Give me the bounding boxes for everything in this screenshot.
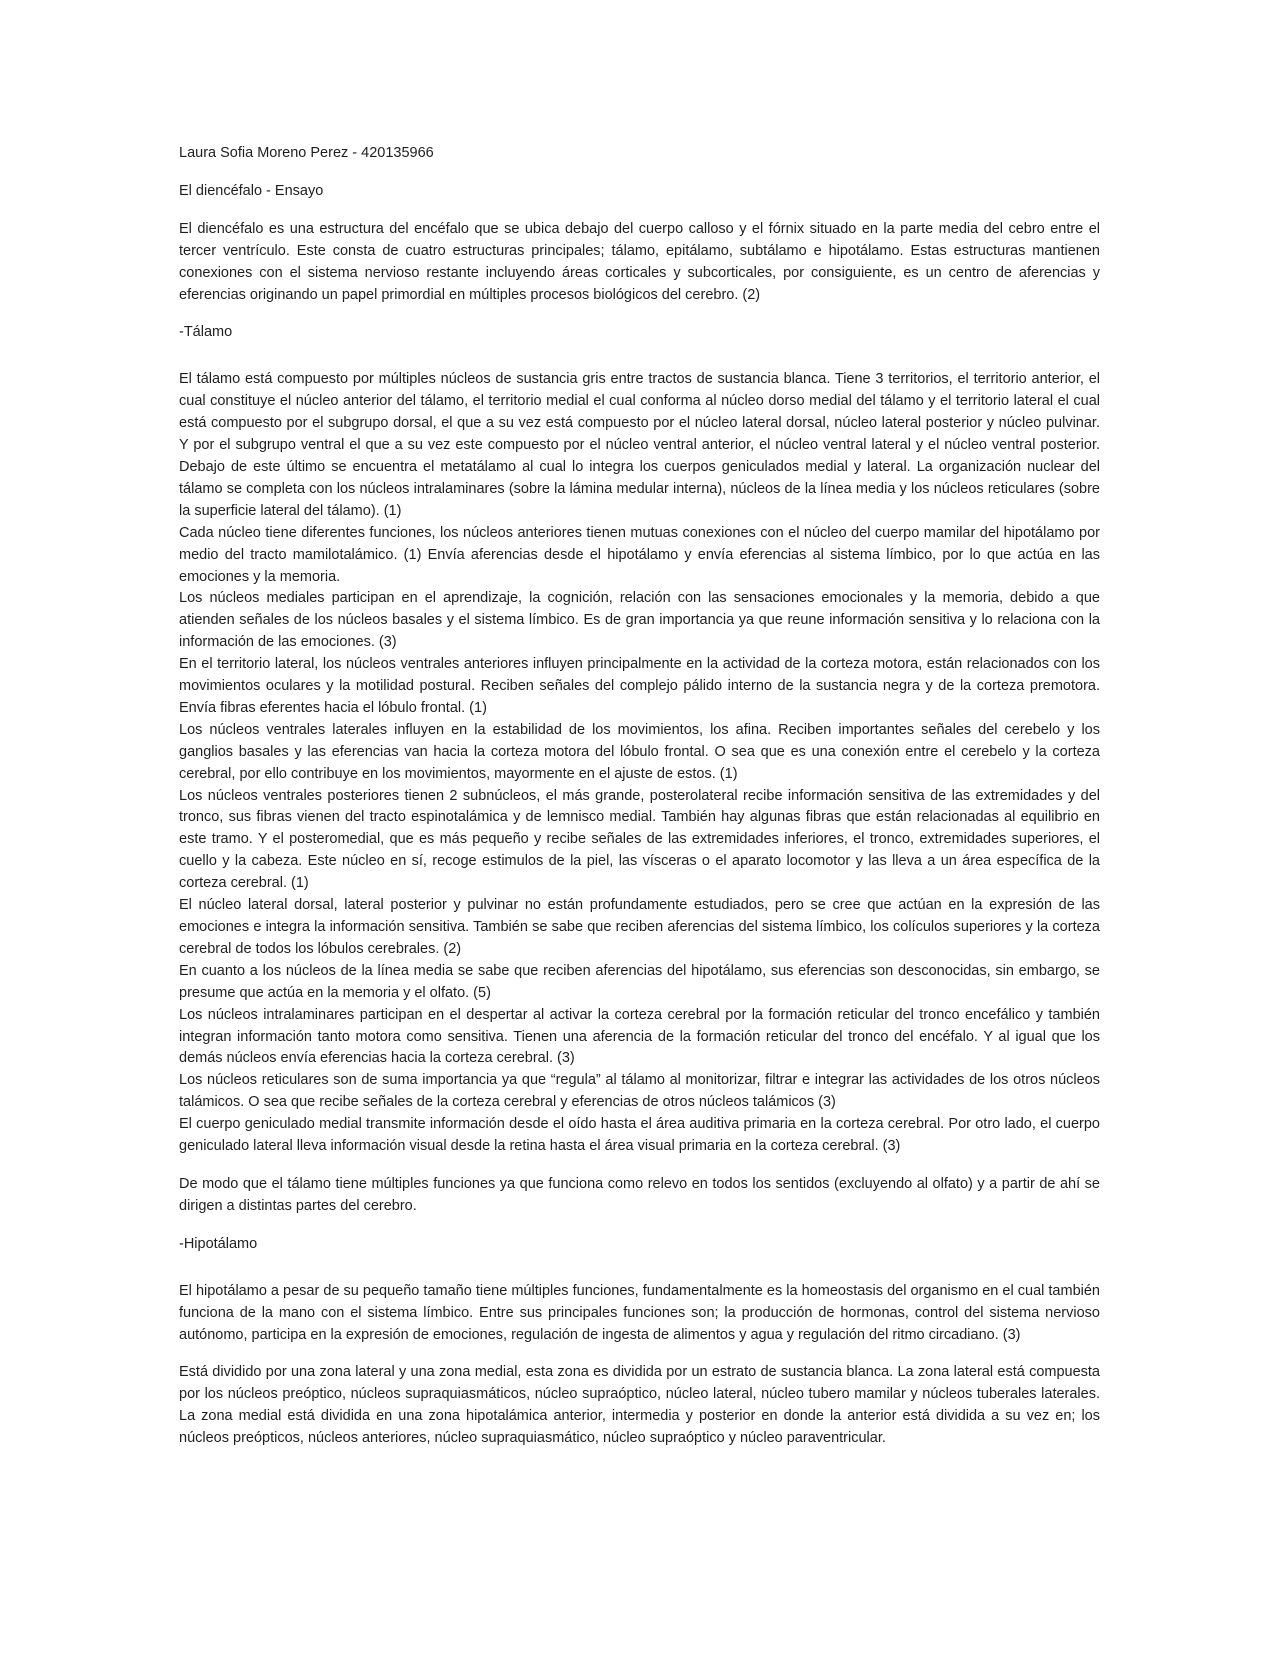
paragraph: El núcleo lateral dorsal, lateral posterior y pulvinar no están profundamente estudiados, pero se cree que actúan en la expresión de las emociones e integra la información sensitiva. También se sabe que reciben aferencias del sistema límbico, los colículos superiores y la corteza cerebral de todos los lóbulos cerebrales. (2)	[179, 897, 1100, 957]
section-heading-talamo: -Tálamo	[179, 324, 233, 341]
paragraph: El tálamo está compuesto por múltiples núcleos de sustancia gris entre tractos de sustancia blanca. Tiene 3 territorios, el territorio anterior, el cual constituye el núcleo anterior del tálamo, el territorio medial el cual conforma al núcleo dorso medial del tálamo y el territorio lateral el cual está compuesto por el subgrupo dorsal, el que a su vez está compuesto por el núcleo lateral dorsal, núcleo lateral posterior y núcleo pulvinar. Y por el subgrupo ventral el que a su vez este compuesto por el núcleo ventral anterior, el núcleo ventral lateral y el núcleo ventral posterior. Debajo de este último se encuentra el metatálamo al cual lo integra los cuerpos geniculados medial y lateral. La organización nuclear del tálamo se completa con los núcleos intralaminares (sobre la lámina medular interna), núcleos de la línea media y los núcleos reticulares (sobre la superficie lateral del tálamo). (1)	[179, 371, 1100, 519]
paragraph: En el territorio lateral, los núcleos ventrales anteriores influyen principalmente en la actividad de la corteza motora, están relacionados con los movimientos oculares y la motilidad postural. Reciben señales del complejo pálido interno de la sustancia negra y de la corteza premotora. Envía fibras eferentes hacia el lóbulo frontal. (1)	[179, 656, 1100, 716]
paragraph: Los núcleos ventrales posteriores tienen 2 subnúcleos, el más grande, posterolateral recibe información sensitiva de las extremidades y del tronco, sus fibras vienen del tracto espinotalámica y de lemnisco medial. También hay algunas fibras que están relacionadas al equilibrio en este tramo. Y el posteromedial, que es más pequeño y recibe señales de las extremidades inferiores, el tronco, extremidades superiores, el cuello y la cabeza. Este núcleo en sí, recoge estimulos de la piel, las vísceras o el aparato locomotor y las lleva a un área específica de la corteza cerebral. (1)	[179, 787, 1100, 892]
paragraph: El hipotálamo a pesar de su pequeño tamaño tiene múltiples funciones, fundamentalmente es la homeostasis del organismo en el cual también funciona de la mano con el sistema límbico. Entre sus principales funciones son; la producción de hormonas, control del sistema nervioso autónomo, participa en la expresión de emociones, regulación de ingesta de alimentos y agua y regulación del ritmo circadiano. (3)	[179, 1282, 1100, 1343]
paragraph: Los núcleos ventrales laterales influyen en la estabilidad de los movimientos, los afina. Reciben importantes señales del cerebelo y los ganglios basales y las eferencias van hacia la corteza motora del lóbulo frontal. O sea que es una conexión entre el cerebelo y la corteza cerebral, por ello contribuye en los movimientos, mayormente en el ajuste de estos. (1)	[179, 721, 1100, 782]
intro-paragraph: El diencéfalo es una estructura del encéfalo que se ubica debajo del cuerpo calloso y el fórnix situado en la parte media del cebro entre el tercer ventrículo. Este consta de cuatro estructuras principales; tálamo, epitálamo, subtálamo e hipotálamo. Estas estructuras mantienen conexiones con el sistema nervioso restante incluyendo áreas corticales y subcorticales, por consiguiente, es un centro de aferencias y eferencias originando un papel primordial en múltiples procesos biológicos del cerebro. (2)	[179, 220, 1100, 303]
paragraph: Los núcleos mediales participan en el aprendizaje, la cognición, relación con las sensaciones emocionales y la memoria, debido a que atienden señales de los núcleos basales y el sistema límbico. Es de gran importancia ya que reune información sensitiva y lo relaciona con la información de las emociones. (3)	[179, 590, 1100, 651]
paragraph: En cuanto a los núcleos de la línea media se sabe que reciben aferencias del hipotálamo, sus eferencias son desconocidas, sin embargo, se presume que actúa en la memoria y el olfato. (5)	[179, 962, 1100, 1001]
author-line: Laura Sofia Moreno Perez - 420135966	[179, 145, 434, 161]
paragraph: Está dividido por una zona lateral y una zona medial, esta zona es dividida por un estrato de sustancia blanca. La zona lateral está compuesta por los núcleos preóptico, núcleos supraquiasmáticos, núcleo supraóptico, núcleo lateral, núcleo tubero mamilar y núcleos tuberales laterales. La zona medial está dividida en una zona hipotalámica anterior, intermedia y posterior en donde la anterior está dividida a su vez en; los núcleos preópticos, núcleos anteriores, núcleo supraquiasmático, núcleo supraóptico y núcleo paraventricular.	[179, 1364, 1100, 1447]
talamo-section-body	[179, 369, 1100, 1158]
paragraph: El cuerpo geniculado medial transmite información desde el oído hasta el área auditiva primaria en la corteza cerebral. Por otro lado, el cuerpo geniculado lateral lleva información visual desde la retina hasta el área visual primaria en la corteza cerebral. (3)	[179, 1116, 1100, 1155]
paragraph: Los núcleos intralaminares participan en el despertar al activar la corteza cerebral por la formación reticular del tronco encefálico y también integran información tanto motora como sensitiva. Tienen una aferencia de la formación reticular del tronco del encéfalo. Y al igual que los demás núcleos envía eferencias hacia la corteza cerebral. (3)	[179, 1006, 1100, 1067]
talamo-conclusion: De modo que el tálamo tiene múltiples funciones ya que funciona como relevo en todos los sentidos (excluyendo al olfato) y a partir de ahí se dirigen a distintas partes del cerebro.	[179, 1175, 1100, 1214]
paragraph: Cada núcleo tiene diferentes funciones, los núcleos anteriores tienen mutuas conexiones con el núcleo del cuerpo mamilar del hipotálamo por medio del tracto mamilotalámico. (1) Envía aferencias desde el hipotálamo y envía eferencias al sistema límbico, por lo que actúa en las emociones y la memoria.	[179, 524, 1100, 585]
section-heading-hipotalamo: -Hipotálamo	[179, 1235, 258, 1252]
document-title: El diencéfalo - Ensayo	[179, 182, 324, 199]
paragraph: Los núcleos reticulares son de suma importancia ya que “regula” al tálamo al monitorizar, filtrar e integrar las actividades de los otros núcleos talámicos. O sea que recibe señales de la corteza cerebral y eferencias de otros núcleos talámicos (3)	[179, 1072, 1100, 1111]
document-page	[179, 143, 1100, 1450]
